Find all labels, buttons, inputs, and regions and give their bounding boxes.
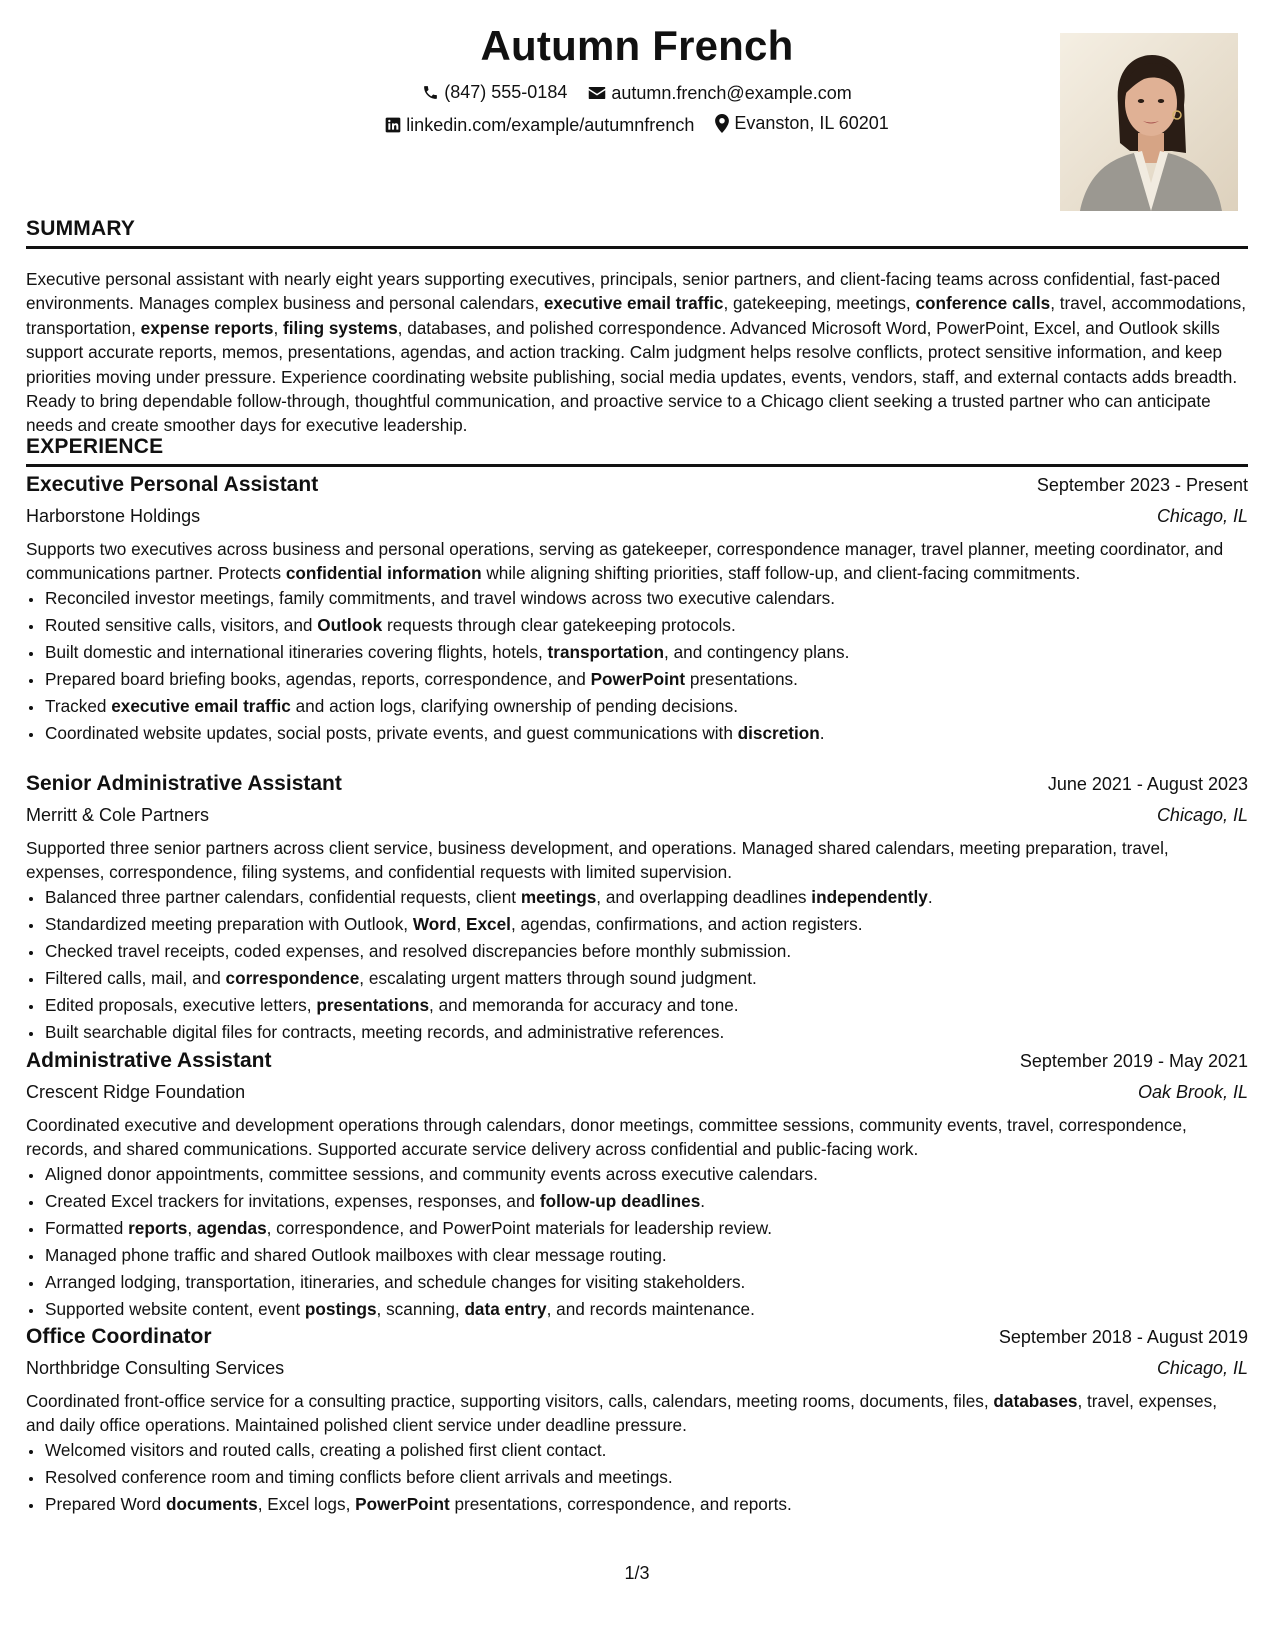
bold-text: postings: [304, 1299, 377, 1319]
text-run: , scanning,: [376, 1299, 465, 1319]
text-run: , databases, and polished correspondence. Advanced Microsoft Word, PowerPoint, Excel, and Outlook skills support accurate reports, memos, presentations, agendas, and action tracking. Calm judgment helps resolve conflicts, protect sensitive information, and keep priorities moving under pressure. Experience coordinating website publishing, social media updates, events, vendors, staff, and external contacts adds breadth. Ready to bring dependable follow-through, thoughtful communication, and proactive service to a Chicago client seeking a trusted partner who can anticipate needs and create smoother days for executive leadership.: [26, 317, 1238, 436]
portrait-illustration: [1060, 33, 1238, 211]
bold-text: confidential information: [285, 563, 482, 583]
job-company: Harborstone Holdings: [26, 506, 201, 526]
job-dates: June 2021 - August 2023: [1047, 774, 1248, 794]
text-run: and action logs, clarifying ownership of pending decisions.: [290, 696, 738, 716]
job-bullets: [26, 1437, 1248, 1518]
job-location: Oak Brook, IL: [1137, 1082, 1248, 1102]
bold-text: filing systems: [283, 317, 398, 338]
job-title: Administrative Assistant: [26, 1049, 272, 1072]
text-run: , agendas, confirmations, and action registers.: [510, 914, 863, 934]
text-run: Prepared board briefing books, agendas, reports, correspondence, and: [45, 669, 591, 689]
page-number: 1/3: [624, 1563, 650, 1583]
bold-text: follow-up deadlines: [539, 1191, 701, 1211]
job-description: [26, 1389, 1248, 1437]
text-run: Managed phone traffic and shared Outlook mailboxes with clear message routing.: [45, 1245, 667, 1265]
bullet-item: [44, 911, 1248, 938]
bullet-item: [44, 1215, 1248, 1242]
text-run: Built searchable digital files for contracts, meeting records, and administrative references.: [45, 1022, 725, 1042]
bold-text: documents: [166, 1494, 258, 1514]
text-run: , travel, expenses, and daily office operations. Maintained polished client service under deadline pressure.: [26, 1391, 1217, 1435]
job-title: Executive Personal Assistant: [26, 473, 319, 496]
text-run: Checked travel receipts, coded expenses, and resolved discrepancies before monthly submission.: [45, 941, 792, 961]
section-title-summary: SUMMARY: [26, 216, 1248, 249]
text-run: , and records maintenance.: [546, 1299, 755, 1319]
text-run: Formatted: [45, 1218, 129, 1238]
phone-text: (847) 555-0184: [444, 82, 568, 102]
contact-phone: [422, 80, 567, 104]
text-run: presentations.: [685, 669, 798, 689]
job-dates: September 2018 - August 2019: [998, 1327, 1248, 1347]
text-run: Routed sensitive calls, visitors, and: [45, 615, 318, 635]
job-location: Chicago, IL: [1156, 506, 1248, 526]
text-run: Executive personal assistant with nearly eight years supporting executives, principals, senior partners, and client-facing teams across confidential, fast-paced environments. Manages complex business and personal calendars,: [26, 269, 1221, 314]
bold-text: presentations: [316, 995, 430, 1015]
text-run: Prepared Word: [45, 1494, 167, 1514]
text-run: Supported three senior partners across client service, business development, and operations. Managed shared calendars, meeting preparation, travel, expenses, correspondence, filing systems, and confidential requests with limited supervision.: [26, 838, 1169, 882]
bullet-item: [44, 884, 1248, 911]
bullet-item: [44, 1296, 1248, 1323]
text-run: .: [927, 887, 933, 907]
text-run: ,: [456, 914, 467, 934]
bold-text: meetings: [520, 887, 597, 907]
job-bullets: [26, 884, 1248, 1046]
bold-text: executive email traffic: [543, 293, 724, 314]
envelope-icon: [588, 85, 606, 101]
job-bullets: [26, 585, 1248, 747]
bullet-item: [44, 1188, 1248, 1215]
contact-location: [715, 111, 888, 135]
bullet-item: [44, 992, 1248, 1019]
bold-text: independently: [811, 887, 928, 907]
text-run: Built domestic and international itineraries covering flights, hotels,: [45, 642, 548, 662]
text-run: .: [700, 1191, 706, 1211]
bullet-item: [44, 1491, 1248, 1518]
text-run: , and memoranda for accuracy and tone.: [429, 995, 739, 1015]
bullet-item: [44, 965, 1248, 992]
bold-text: data entry: [464, 1299, 547, 1319]
summary-paragraph: [26, 267, 1248, 438]
profile-photo: [1060, 33, 1238, 211]
bullet-item: [44, 693, 1248, 720]
job-title: Senior Administrative Assistant: [26, 772, 342, 795]
job-dates: September 2023 - Present: [1036, 475, 1248, 495]
bold-text: Outlook: [317, 615, 383, 635]
job-location: Chicago, IL: [1156, 805, 1248, 825]
job-entry: [26, 1047, 1248, 1323]
bold-text: conference calls: [915, 293, 1051, 314]
text-run: Balanced three partner calendars, confidential requests, client: [45, 887, 521, 907]
bold-text: executive email traffic: [111, 696, 291, 716]
section-title-experience: EXPERIENCE: [26, 434, 1248, 467]
job-title: Office Coordinator: [26, 1325, 212, 1348]
text-run: Coordinated website updates, social posts, private events, and guest communications with: [45, 723, 738, 743]
bullet-item: [44, 639, 1248, 666]
text-run: , travel, accommodations, transportation,: [26, 293, 1247, 338]
job-description: [26, 836, 1248, 884]
job-bullets: [26, 1161, 1248, 1323]
bullet-item: [44, 938, 1248, 965]
text-run: Supported website content, event: [45, 1299, 305, 1319]
job-entry: [26, 1323, 1248, 1518]
bold-text: PowerPoint: [355, 1494, 450, 1514]
text-run: , and overlapping deadlines: [596, 887, 812, 907]
bullet-item: [44, 612, 1248, 639]
text-run: Resolved conference room and timing conflicts before client arrivals and meetings.: [45, 1467, 673, 1487]
job-description: [26, 537, 1248, 585]
bold-text: databases: [993, 1391, 1078, 1411]
bullet-item: [44, 1437, 1248, 1464]
job-company: Merritt & Cole Partners: [26, 805, 210, 825]
text-run: Coordinated front-office service for a consulting practice, supporting visitors, calls, calendars, meeting rooms, documents, files,: [26, 1391, 994, 1411]
bold-text: expense reports: [140, 317, 274, 338]
job-company: Crescent Ridge Foundation: [26, 1082, 246, 1102]
text-run: ,: [187, 1218, 197, 1238]
text-run: Created Excel trackers for invitations, expenses, responses, and: [45, 1191, 540, 1211]
linkedin-icon: [385, 117, 401, 133]
bold-text: PowerPoint: [590, 669, 686, 689]
email-text: autumn.french@example.com: [611, 82, 852, 103]
text-run: Standardized meeting preparation with Outlook,: [45, 914, 413, 934]
bold-text: Word: [412, 914, 457, 934]
job-company: Northbridge Consulting Services: [26, 1358, 285, 1378]
job-location: Chicago, IL: [1156, 1358, 1248, 1378]
text-run: .: [819, 723, 825, 743]
text-run: presentations, correspondence, and reports.: [449, 1494, 792, 1514]
text-run: Welcomed visitors and routed calls, creating a polished first client contact.: [45, 1440, 607, 1460]
bullet-item: [44, 1161, 1248, 1188]
location-text: Evanston, IL 60201: [734, 113, 889, 133]
job-description: [26, 1113, 1248, 1161]
resume-page: [26, 0, 1248, 1650]
job-entry: [26, 471, 1248, 747]
text-run: Arranged lodging, transportation, itineraries, and schedule changes for visiting stakeholders.: [45, 1272, 746, 1292]
text-run: Supports two executives across business and personal operations, serving as gatekeeper, correspondence manager, travel planner, meeting coordinator, and communications partner. Protects: [26, 539, 1224, 583]
text-run: while aligning shifting priorities, staff follow-up, and client-facing commitments.: [481, 563, 1081, 583]
phone-icon: [422, 84, 439, 101]
candidate-name: Autumn French: [480, 22, 794, 69]
text-run: , correspondence, and PowerPoint materials for leadership review.: [266, 1218, 773, 1238]
text-run: Filtered calls, mail, and: [45, 968, 226, 988]
bold-text: correspondence: [225, 968, 360, 988]
bullet-item: [44, 666, 1248, 693]
text-run: Edited proposals, executive letters,: [45, 995, 317, 1015]
bullet-item: [44, 1464, 1248, 1491]
contact-linkedin[interactable]: [385, 113, 694, 137]
text-run: , Excel logs,: [257, 1494, 356, 1514]
bold-text: discretion: [737, 723, 820, 743]
job-entry: [26, 770, 1248, 1046]
text-run: , and contingency plans.: [664, 642, 850, 662]
linkedin-text: linkedin.com/example/autumnfrench: [406, 114, 695, 135]
bold-text: reports: [128, 1218, 188, 1238]
text-run: Tracked: [45, 696, 112, 716]
text-run: Reconciled investor meetings, family commitments, and travel windows across two executive calendars.: [45, 588, 835, 608]
bold-text: transportation: [547, 642, 665, 662]
bullet-item: [44, 1269, 1248, 1296]
job-dates: September 2019 - May 2021: [1019, 1051, 1248, 1071]
bullet-item: [44, 720, 1248, 747]
bullet-item: [44, 1242, 1248, 1269]
text-run: Aligned donor appointments, committee sessions, and community events across executive calendars.: [45, 1164, 818, 1184]
map-pin-icon: [715, 114, 729, 133]
contact-email[interactable]: [588, 81, 851, 105]
text-run: , escalating urgent matters through sound judgment.: [359, 968, 757, 988]
text-run: requests through clear gatekeeping protocols.: [382, 615, 736, 635]
text-run: ,: [273, 317, 284, 338]
bold-text: agendas: [196, 1218, 267, 1238]
text-run: Coordinated executive and development operations through calendars, donor meetings, committee sessions, community events, travel, correspondence, records, and shared communications. Supported accurate service delivery across confidential and public-facing work.: [26, 1115, 1187, 1159]
bullet-item: [44, 1019, 1248, 1046]
text-run: , gatekeeping, meetings,: [723, 293, 916, 314]
bold-text: Excel: [466, 914, 511, 934]
bullet-item: [44, 585, 1248, 612]
